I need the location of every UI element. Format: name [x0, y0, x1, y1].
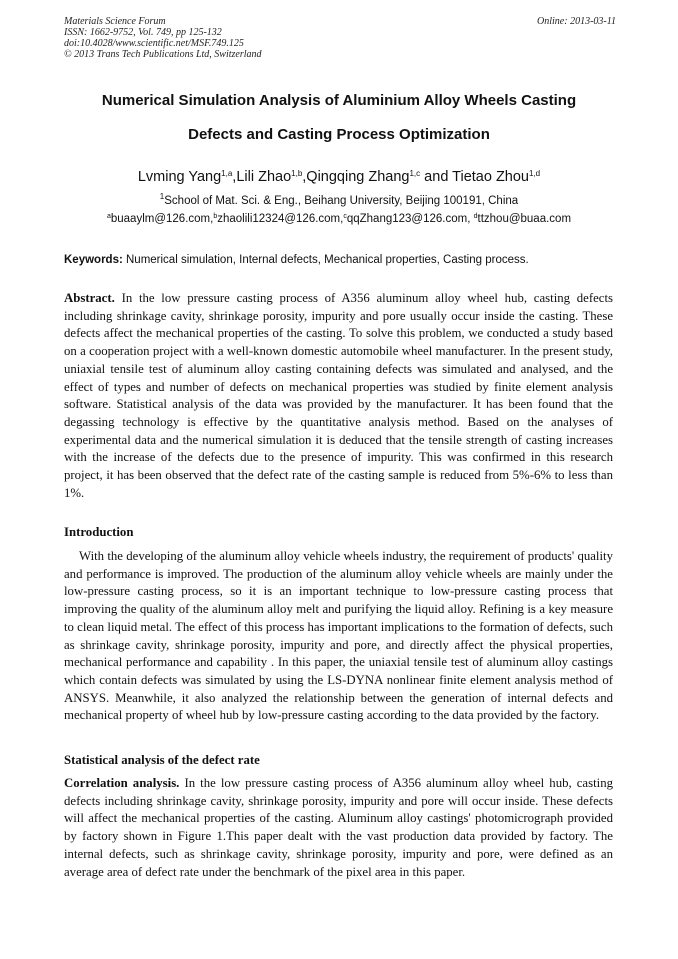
journal-header	[64, 16, 262, 60]
email-address[interactable]: ttzhou@buaa.com	[477, 213, 572, 225]
email-sup: a	[106, 213, 111, 220]
author-affil-sup: 1,d	[529, 169, 541, 178]
email-address[interactable]: zhaolili12324@126.com	[217, 213, 341, 225]
correlation-analysis-paragraph	[64, 775, 613, 881]
author-name: Lvming Yang	[137, 169, 222, 185]
introduction-heading: Introduction	[64, 525, 134, 539]
affiliation-text: School of Mat. Sci. & Eng., Beihang University, Beijing 100191, China	[164, 195, 519, 207]
email-address[interactable]: qqZhang123@126.com	[346, 213, 468, 225]
paper-title-line-2: Defects and Casting Process Optimization	[188, 126, 490, 143]
author-list	[40, 168, 638, 186]
doi-line[interactable]: doi:10.4028/www.scientific.net/MSF.749.125	[64, 38, 244, 49]
statistical-analysis-heading: Statistical analysis of the defect rate	[64, 753, 260, 767]
copyright-line: © 2013 Trans Tech Publications Ltd, Switzerland	[64, 49, 262, 60]
online-date: Online: 2013-03-11	[537, 16, 616, 27]
author-separator: ,	[232, 169, 237, 185]
author-name: Tietao Zhou	[452, 169, 529, 185]
keywords-label: Keywords:	[64, 254, 123, 266]
author-affil-sup: 1,c	[409, 169, 421, 178]
email-sup: b	[213, 213, 218, 220]
issn-line: ISSN: 1662-9752, Vol. 749, pp 125-132	[64, 27, 222, 38]
introduction-paragraph: With the developing of the aluminum alloy vehicle wheels industry, the requirement of products' quality and performance is improved. The production of the aluminum alloy vehicle wheels are mainly under the low-pressure casting process, so it is an important technique to low-pressure casting process that improving the quality of the aluminum alloy melt and purifying the liquid alloy. Refining is a key measure to clean liquid metal. The effect of this process has important implications to the formation of defects, such as shrinkage cavity, shrinkage porosity, impurity and pore, and directly affect the physical properties, mechanical performance and capability . In this paper, the uniaxial tensile test of aluminum alloy castings which contain defects was simulated by using the LS-DYNA nonlinear finite element analysis method of ANSYS. Meanwhile, it also analyzed the relationship between the generation of internal defects and mechanical property of wheel hub by low-pressure casting according to the data provided by the factory.	[64, 549, 613, 723]
affiliation-sup: 1	[159, 192, 165, 201]
correlation-analysis-label: Correlation analysis.	[64, 776, 180, 790]
abstract-text: In the low pressure casting process of A356 aluminum alloy wheel hub, casting defects including shrinkage cavity, shrinkage porosity, impurity and pore usually occur inside the casting. These defects affect the mechanical properties of the casting. To solve this problem, we conducted a study based on a cooperation project with a well-known domestic automobile wheel manufacturer. In the present study, uniaxial tensile test of aluminum alloy casting containing defects was simulated and analysed, and the effect of types and number of defects on mechanical properties was studied by finite element analysis software. Statistical analysis of the data was provided by the manufacturer. It has been found that the degassing technology is effective by the quantitative analysis method. Based on the analyses of experimental data and the numerical simulation it is deduced that the tensile strength of casting increases with the increase of the defects due to the presence of impurity. This was confirmed in this research project, it has been observed that the defect rate of the casting sample is reduced from 5%-6% to less than 1%.	[64, 291, 614, 500]
author-name: Lili Zhao	[236, 169, 292, 185]
abstract-label: Abstract.	[64, 291, 115, 305]
author-separator: ,	[302, 169, 307, 185]
paper-title-line-1: Numerical Simulation Analysis of Aluminium Alloy Wheels Casting	[101, 92, 577, 109]
author-affil-sup: 1,a	[221, 169, 233, 178]
keywords-text: Numerical simulation, Internal defects, Mechanical properties, Casting process.	[126, 254, 529, 266]
email-separator: ,	[340, 213, 344, 225]
email-separator: ,	[467, 213, 474, 225]
email-sup: c	[343, 213, 347, 220]
abstract-paragraph	[64, 290, 613, 502]
author-separator: and	[420, 169, 453, 185]
email-list	[40, 212, 638, 226]
affiliation	[40, 194, 638, 208]
author-affil-sup: 1,b	[291, 169, 303, 178]
email-separator: ,	[210, 213, 214, 225]
author-name: Qingqing Zhang	[306, 169, 410, 185]
correlation-analysis-text: In the low pressure casting process of A356 aluminum alloy wheel hub, casting defects including shrinkage cavity, shrinkage porosity, impurity and pore will occur inside. These defects will affect the mechanical properties of the casting. Aluminum alloy castings' photomicrograph provided by factory shown in Figure 1.This paper dealt with the vast production data provided by factory. The internal defects, such as shrinkage cavity, shrinkage porosity, impurity and pore, were defined as an average area of defect rate under the benchmark of the pixel area in this paper.	[64, 776, 613, 879]
email-address[interactable]: buaaylm@126.com	[110, 213, 211, 225]
journal-name: Materials Science Forum	[64, 16, 166, 27]
keywords	[64, 253, 616, 267]
email-sup: d	[473, 213, 478, 220]
